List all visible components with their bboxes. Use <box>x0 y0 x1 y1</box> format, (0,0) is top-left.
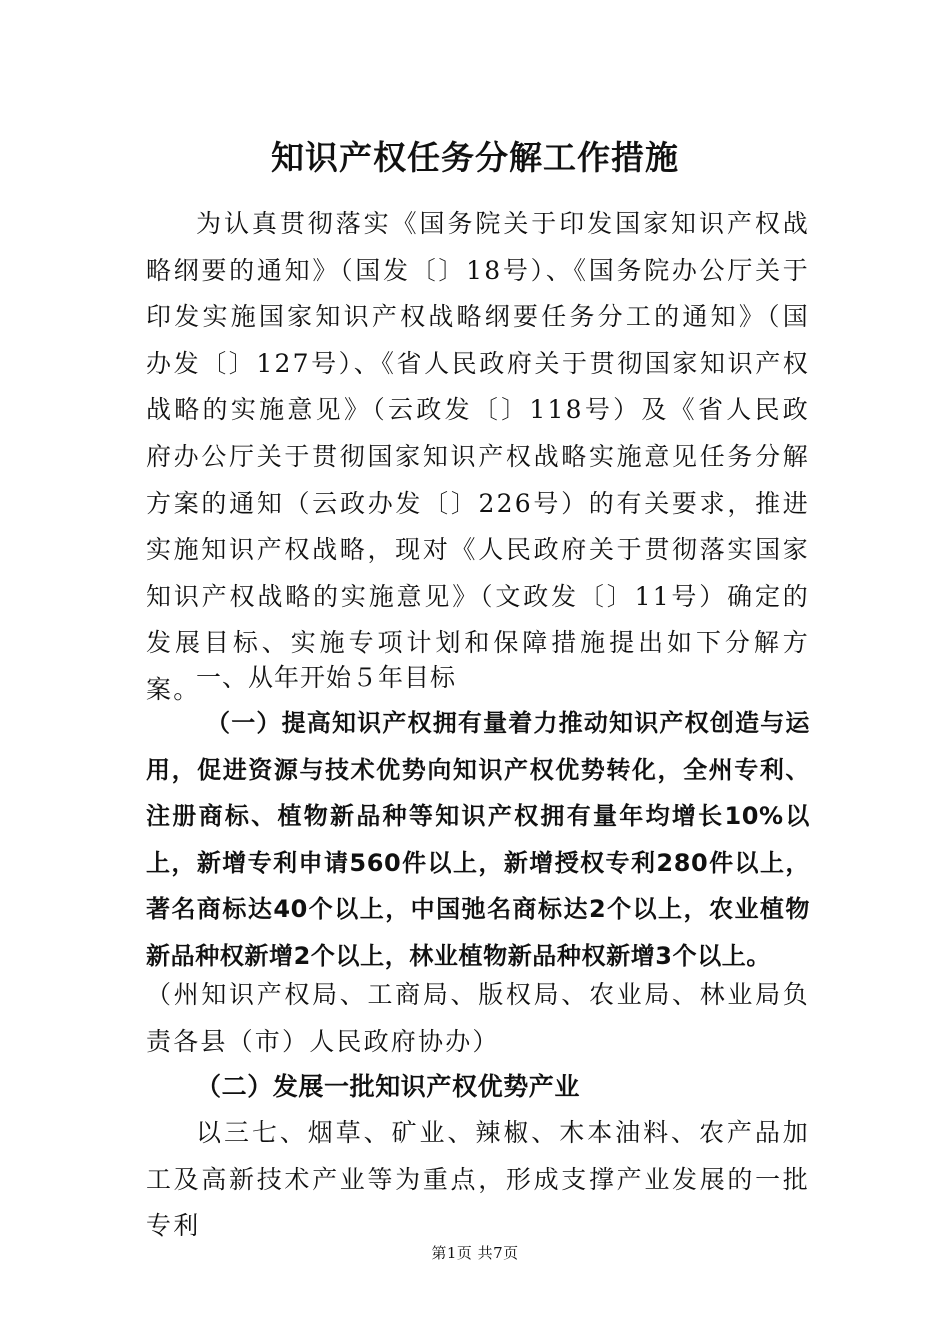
document-title: 知识产权任务分解工作措施 <box>271 138 679 177</box>
page-footer: 第1页 共7页 <box>431 1244 519 1262</box>
subsection-2-paragraph: 以三七、烟草、矿业、辣椒、木本油料、农产品加工及高新技术产业等为重点，形成支撑产业发展的一批专利 <box>146 1118 810 1241</box>
subsection-2-heading: （二）发展一批知识产权优势产业 <box>196 1072 581 1101</box>
section-heading-goals: 一、从年开始５年目标 <box>196 663 457 692</box>
subsection-1-paragraph: （一）提高知识产权拥有量着力推动知识产权创造与运用，促进资源与技术优势向知识产权优势转化，全州专利、注册商标、植物新品种等知识产权拥有量年均增长10%以上，新增专利申请560件以上，新增授权专利280件以上，著名商标达40个以上，中国弛名商标达2个以上，农业植物新品种权新增2个以上，林业植物新品种权新增3个以上。 <box>146 709 810 970</box>
intro-paragraph: 为认真贯彻落实《国务院关于印发国家知识产权战略纲要的通知》（国发〔〕18号）、《国务院办公厅关于印发实施国家知识产权战略纲要任务分工的通知》（国办发〔〕127号）、《省人民政府关于贯彻国家知识产权战略的实施意见》（云政发〔〕118号）及《省人民政府办公厅关于贯彻国家知识产权战略实施意见任务分解方案的通知（云政办发〔〕226号）的有关要求，推进实施知识产权战略，现对《人民政府关于贯彻落实国家知识产权战略的实施意见》（文政发〔〕11号）确定的发展目标、实施专项计划和保障措施提出如下分解方案。 <box>146 209 810 704</box>
subsection-1-responsibility: （州知识产权局、工商局、版权局、农业局、林业局负责各县（市）人民政府协办） <box>146 980 810 1056</box>
